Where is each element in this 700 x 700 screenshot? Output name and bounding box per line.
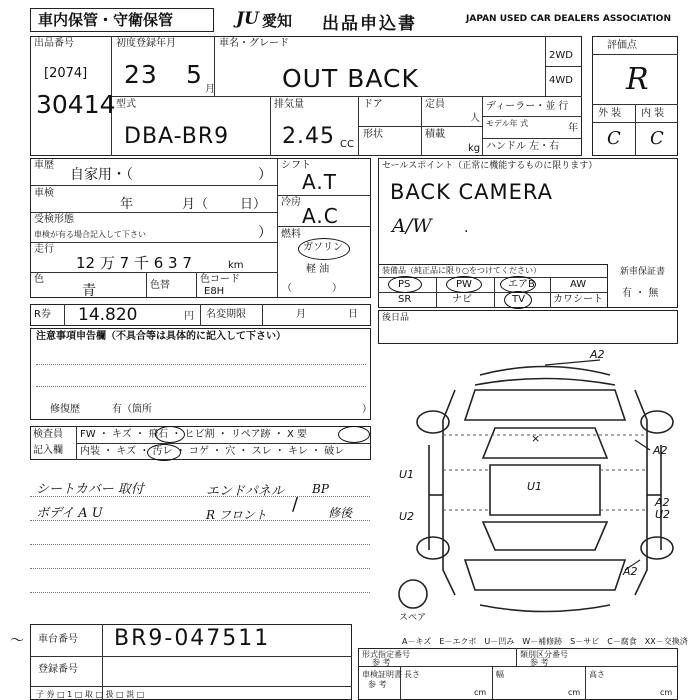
chip-circle [155, 426, 185, 443]
equipment-pw: PW [456, 279, 472, 290]
repaint-label: 色替 [150, 280, 170, 291]
repair-label: 修復歴 [50, 404, 80, 415]
interior-label: 内 装 [641, 108, 665, 119]
history-label: 車歴 [34, 160, 54, 171]
displacement-unit: CC [340, 139, 354, 150]
drive-4wd: 4WD [549, 75, 573, 86]
model-year-unit: 年 [568, 123, 578, 134]
ju-logo: JU [236, 9, 259, 29]
shape-label: 形状 [363, 129, 383, 140]
interior-value: C [650, 128, 664, 149]
remark-bp: BP [312, 482, 329, 496]
spare-label: スペア [399, 613, 427, 623]
handle-label: ハンドル 左・右 [486, 141, 560, 152]
selling-points-line2: A/W [392, 215, 432, 237]
name-change-label: 名変期限 [206, 309, 246, 320]
required-circle [338, 426, 370, 443]
cert-width-unit: cm [568, 688, 581, 697]
inspector-row1: FW ・ キズ ・ 飛石 ・ ヒビ割 ・ リペア跡 ・ X 要 [80, 429, 308, 440]
equipment-sr: SR [398, 294, 412, 305]
lot-number: 30414 [36, 90, 116, 119]
mark-front-a2: A2 [590, 350, 605, 361]
lot-label: 出品番号 [34, 38, 74, 49]
color-code-label: 色コード [200, 274, 240, 285]
panel-guides [443, 435, 647, 510]
shift-label: シフト [281, 160, 311, 171]
mileage-unit: km [228, 260, 244, 271]
inspector-label2: 記入欄 [33, 445, 63, 456]
ps-circle [388, 276, 422, 293]
name-change-day: 日 [348, 309, 358, 320]
cert-class-label: 類別区分番号 [520, 650, 568, 659]
org-name-en: JAPAN USED CAR DEALERS ASSOCIATION [466, 14, 671, 24]
color-label: 色 [34, 274, 44, 285]
cert-type-ref: 参 考 [372, 658, 391, 667]
displacement-value: 2.45 [282, 124, 335, 149]
selling-points-line1: BACK CAMERA [390, 180, 554, 204]
mark-windshield-x: × [531, 432, 541, 445]
history-value: 自家用・（ [70, 167, 133, 183]
aircon-value: A.C [302, 204, 339, 228]
model-value: OUT BACK [282, 64, 419, 93]
color-code-value: E8H [204, 286, 225, 297]
name-change-month: 月 [296, 309, 306, 320]
damage-legend: A－キズ E－エクボ U－凹み W－補修跡 S－サビ C－腐食 XX－交換済 [402, 637, 688, 646]
dirt-circle [147, 444, 181, 461]
mark-rear-a2: A2 [623, 565, 638, 578]
mark-right-a2b: A2 [655, 496, 670, 509]
recycle-unit: 円 [184, 311, 194, 322]
shift-value: A.T [302, 170, 337, 194]
type-label: 型式 [116, 99, 136, 110]
inspection-label: 車検 [34, 188, 54, 199]
color-value: 青 [82, 283, 96, 299]
cert-height-label: 高さ [589, 670, 605, 679]
fuel-label: 燃料 [281, 229, 301, 240]
reg-number-label: 登録番号 [38, 664, 78, 675]
repair-value: 有（箇所 [112, 404, 152, 415]
fuel-paren: （ ） [282, 283, 342, 294]
remark-body-au: ボデイ A U [36, 506, 103, 521]
fuel-diesel: 軽 油 [306, 264, 330, 275]
history-close: ） [258, 167, 272, 183]
registration-month-unit: 月 [205, 84, 215, 95]
cert-label: 車検証明書 [362, 670, 402, 679]
mark-roof-u1: U1 [527, 480, 543, 493]
frame-value: BR9-047511 [114, 626, 271, 651]
cert-height-unit: cm [660, 688, 673, 697]
displacement-label: 排気量 [274, 99, 304, 110]
frame-label: 車台番号 [38, 634, 78, 645]
acceptance-note: 車検が有る場合記入して下さい [34, 230, 146, 239]
type-value: DBA-BR9 [124, 124, 230, 149]
mark-left-u2: U2 [399, 510, 415, 523]
doors-label: ドア [363, 99, 383, 110]
recycle-value: 14.820 [78, 305, 138, 325]
equipment-navi: ナビ [452, 294, 472, 305]
capacity-label: 定員 [425, 99, 445, 110]
frame-tick: 〜 [10, 633, 24, 649]
selling-points-label: セールスポイント（正常に機能するものに限ります） [382, 161, 598, 171]
registration-month: 5 [186, 60, 203, 89]
acceptance-label: 受検形態 [34, 214, 74, 225]
selling-points-dot: . [464, 220, 469, 236]
capacity-unit: 人 [470, 113, 480, 124]
warranty-options: 有 ・ 無 [622, 288, 659, 299]
rear-items-label: 後日品 [382, 313, 410, 323]
cert-length-unit: cm [474, 688, 487, 697]
org-prefecture: 愛知 [262, 12, 293, 30]
bottom-cut-text: 子 券 □ 1 □ 取 □ 扱 □ 説 □ [36, 690, 145, 699]
drive-2wd: 2WD [549, 50, 573, 61]
equipment-leather: カワシート [553, 294, 603, 305]
rating-value: R [626, 62, 649, 97]
equipment-aw: AW [570, 279, 587, 290]
car-damage-diagram [395, 350, 695, 640]
warranty-label: 新車保証書 [620, 267, 666, 277]
tv-circle [504, 291, 532, 309]
inspector-row2: 内装 ・ キズ ・ 汚レ ・ コゲ ・ 穴 ・ スレ ・ キレ ・ 破レ [80, 446, 345, 457]
aircon-label: 冷房 [281, 197, 301, 208]
equipment-label: 装備品（純正品に限り○をつけてください） [382, 266, 541, 275]
equipment-ps: PS [398, 279, 411, 290]
doc-title: 出品申込書 [322, 14, 417, 34]
registration-label: 初度登録年月 [116, 38, 176, 49]
mark-right-u2: U2 [655, 508, 671, 521]
repair-close: ） [362, 404, 372, 415]
load-unit: kg [468, 143, 481, 154]
mileage-value: 12 万 7 千 6 3 7 [76, 254, 192, 272]
acceptance-close: ） [258, 225, 272, 241]
mark-right-a2: A2 [653, 444, 668, 457]
equipment-airbag: エアB [508, 279, 535, 290]
cert-ref: 参 考 [368, 680, 387, 689]
inspection-month-unit: 月（ [182, 197, 209, 212]
mileage-label: 走行 [34, 244, 54, 255]
inspector-label1: 検査員 [33, 429, 63, 440]
remark-end-panel: エンドパネル [206, 484, 284, 499]
inspection-day-unit: 日） [240, 197, 267, 212]
remark-seat-cover: シートカバー 取付 [36, 482, 144, 497]
model-label: 車名・グレード [219, 38, 289, 49]
remark-repaired: 修後 [328, 506, 353, 520]
inspection-year-unit: 年 [120, 197, 134, 212]
model-year-label: モデル年 式 [486, 119, 529, 128]
cert-length-label: 長さ [404, 670, 420, 679]
registration-year: 23 [124, 60, 158, 89]
rating-label: 評価点 [607, 40, 637, 51]
equipment-tv: TV [512, 294, 525, 305]
fuel-gasoline: ガソリン [303, 242, 343, 253]
recycle-label: R券 [34, 309, 51, 320]
exterior-value: C [607, 128, 621, 149]
rear-items-box [378, 310, 678, 344]
load-label: 積載 [425, 129, 445, 140]
lot-bracket-number: [2074] [44, 66, 88, 81]
notes-label: 注意事項申告欄（不具合等は具体的に記入して下さい） [36, 331, 286, 342]
cert-width-label: 幅 [496, 670, 504, 679]
remark-slash: / [292, 494, 299, 515]
pw-circle [446, 276, 482, 293]
cert-type-label: 形式指定番号 [362, 650, 410, 659]
remark-r-front: R フロント [206, 508, 267, 522]
dealer-label: ディーラー・並 行 [486, 101, 569, 112]
mark-left-u1: U1 [399, 468, 415, 481]
cert-class-ref: 参 考 [530, 658, 549, 667]
exterior-label: 外 装 [598, 108, 622, 119]
storage-label: 車内保管・守衛保管 [38, 11, 174, 29]
